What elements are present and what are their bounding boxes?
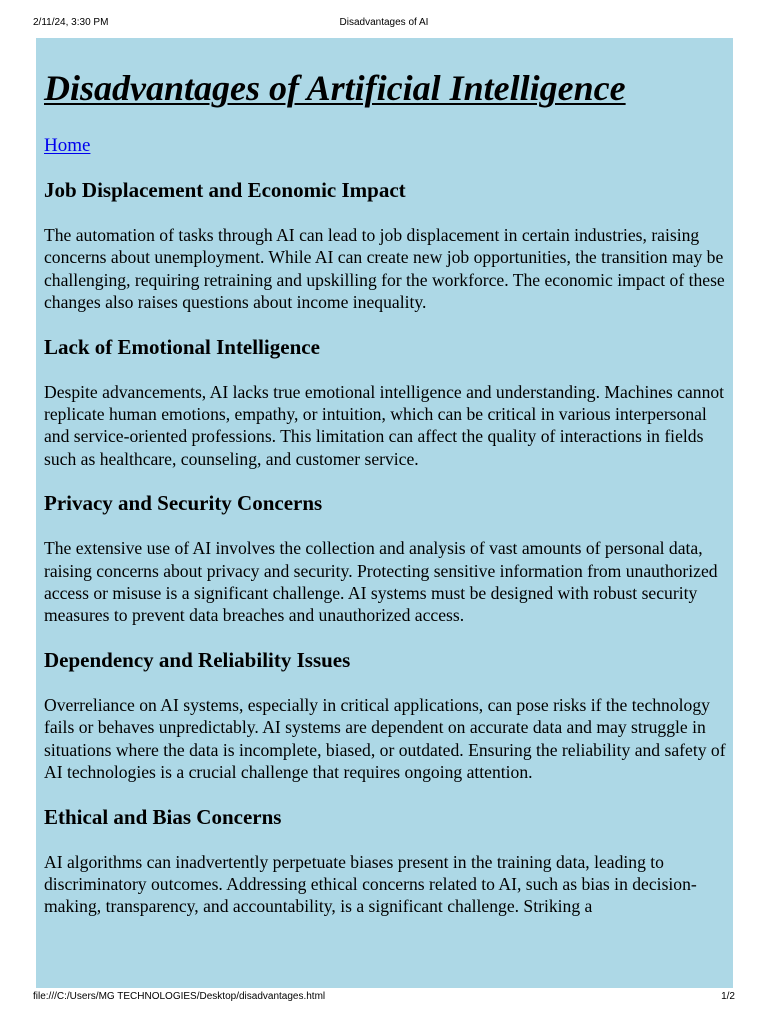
- section-heading: Ethical and Bias Concerns: [44, 804, 282, 829]
- page-body: [36, 38, 733, 988]
- print-file-path: file:///C:/Users/MG TECHNOLOGIES/Desktop/disadvantages.html: [33, 991, 326, 1002]
- print-document-title: Disadvantages of AI: [339, 17, 429, 28]
- section-paragraph: The extensive use of AI involves the collection and analysis of vast amounts of personal data, raising concerns about privacy and security. Protecting sensitive information from unauthorized access or misuse is a significant challenge. AI systems must be designed with robust security measures to prevent data breaches and unauthorized access.: [44, 538, 718, 626]
- print-header: [0, 17, 768, 31]
- home-link[interactable]: Home: [44, 135, 91, 156]
- section-privacy-security: [44, 491, 726, 627]
- page-title: Disadvantages of Artificial Intelligence: [44, 68, 626, 108]
- section-paragraph: Overreliance on AI systems, especially in critical applications, can pose risks if the technology fails or behaves unpredictably. AI systems are dependent on accurate data and may struggle in situations where the data is incomplete, biased, or outdated. Ensuring the reliability and safety of AI technologies is a crucial challenge that requires ongoing attention.: [44, 694, 726, 783]
- print-datetime: 2/11/24, 3:30 PM: [33, 17, 109, 28]
- print-page-number: 1/2: [721, 991, 735, 1002]
- section-heading: Job Displacement and Economic Impact: [44, 178, 406, 202]
- section-paragraph: Despite advancements, AI lacks true emotional intelligence and understanding. Machines cannot replicate human emotions, empathy, or intuition, which can be critical in various interpersonal and service-oriented professions. This limitation can affect the quality of interactions in fields such as healthcare, counseling, and customer service.: [44, 381, 725, 469]
- section-dependency-reliability: [44, 648, 726, 784]
- section-paragraph: AI algorithms can inadvertently perpetuate biases present in the training data, leading to discriminatory outcomes. Addressing ethical concerns related to AI, such as bias in decision-making, transparency, and accountability, is a significant challenge. Striking a: [44, 851, 697, 917]
- section-paragraph: The automation of tasks through AI can lead to job displacement in certain industries, raising concerns about unemployment. While AI can create new job opportunities, the transition may be challenging, requiring retraining and upskilling for the workforce. The economic impact of these changes also raises questions about income inequality.: [44, 225, 725, 313]
- page-content: [44, 38, 726, 918]
- print-footer: [0, 991, 768, 1005]
- section-heading: Lack of Emotional Intelligence: [44, 334, 320, 359]
- section-heading: Privacy and Security Concerns: [44, 491, 323, 516]
- section-job-displacement: [44, 178, 726, 314]
- section-emotional-intelligence: [44, 335, 726, 471]
- section-heading: Dependency and Reliability Issues: [44, 647, 351, 672]
- section-ethical-bias: [44, 805, 726, 918]
